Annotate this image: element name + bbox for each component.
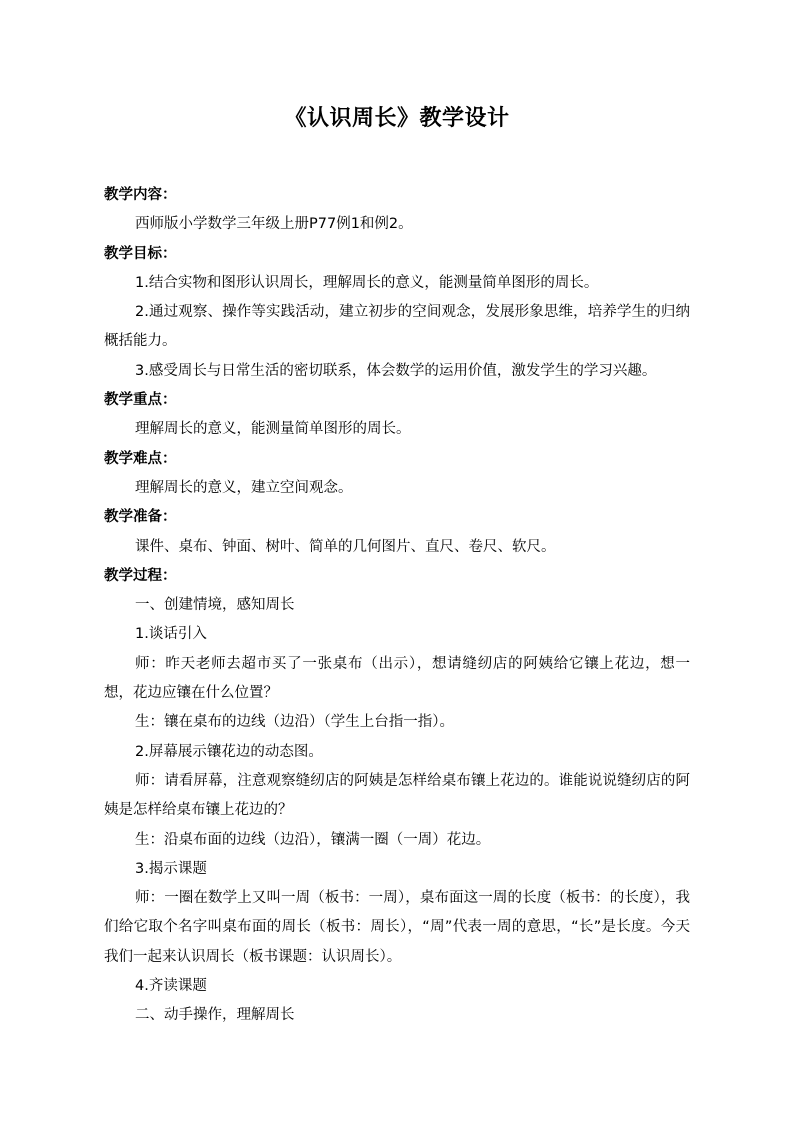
paragraph: 师：一圈在数学上又叫一周（板书：一周），桌布面这一周的长度（板书：的长度），我们给它取个名字叫桌布面的周长（板书：周长），“周”代表一周的意思，“长”是长度。今天我们一起来认识周长（板书课题：认识周长）。 [104, 890, 690, 965]
paragraph: 一、创建情境，感知周长 [135, 597, 295, 614]
paragraph: 1.结合实物和图形认识周长，理解周长的意义，能测量简单图形的周长。 [135, 274, 599, 291]
paragraph: 师：昨天老师去超市买了一张桌布（出示），想请缝纫店的阿姨给它镶上花边，想一想，花边应镶在什么位置？ [104, 655, 690, 702]
paragraph: 生：镶在桌布的边线（边沿）（学生上台指一指）。 [135, 714, 454, 731]
paragraph: 二、动手操作，理解周长 [135, 1007, 295, 1024]
section-heading-preparation: 教学准备： [104, 509, 177, 526]
paragraph: 2.通过观察、操作等实践活动，建立初步的空间观念，发展形象思维，培养学生的归纳概括能力。 [104, 304, 690, 350]
paragraph: 理解周长的意义，建立空间观念。 [135, 479, 353, 496]
paragraph: 3.感受周长与日常生活的密切联系，体会数学的运用价值，激发学生的学习兴趣。 [135, 362, 657, 379]
paragraph: 理解周长的意义，能测量简单图形的周长。 [135, 421, 411, 438]
paragraph: 4.齐读课题 [135, 978, 207, 995]
paragraph: 3.揭示课题 [135, 860, 207, 877]
paragraph: 生：沿桌布面的边线（边沿），镶满一圈（一周）花边。 [135, 831, 491, 848]
document-body [104, 181, 690, 1031]
section-heading-objectives: 教学目标： [104, 245, 177, 262]
paragraph: 师：请看屏幕，注意观察缝纫店的阿姨是怎样给桌布镶上花边的。谁能说说缝纫店的阿姨是怎样给桌布镶上花边的？ [104, 772, 690, 819]
paragraph: 西师版小学数学三年级上册P77例1和例2。 [135, 216, 413, 233]
paragraph: 2.屏幕展示镶花边的动态图。 [135, 743, 323, 760]
section-heading-key-points: 教学重点： [104, 392, 177, 409]
paragraph: 1.谈话引入 [135, 626, 207, 643]
section-heading-content: 教学内容： [104, 187, 177, 203]
paragraph: 课件、桌布、钟面、树叶、简单的几何图片、直尺、卷尺、软尺。 [135, 538, 556, 555]
document-title: 《认识周长》教学设计 [284, 105, 510, 131]
section-heading-difficulties: 教学难点： [104, 450, 177, 467]
section-heading-process: 教学过程： [104, 567, 177, 584]
